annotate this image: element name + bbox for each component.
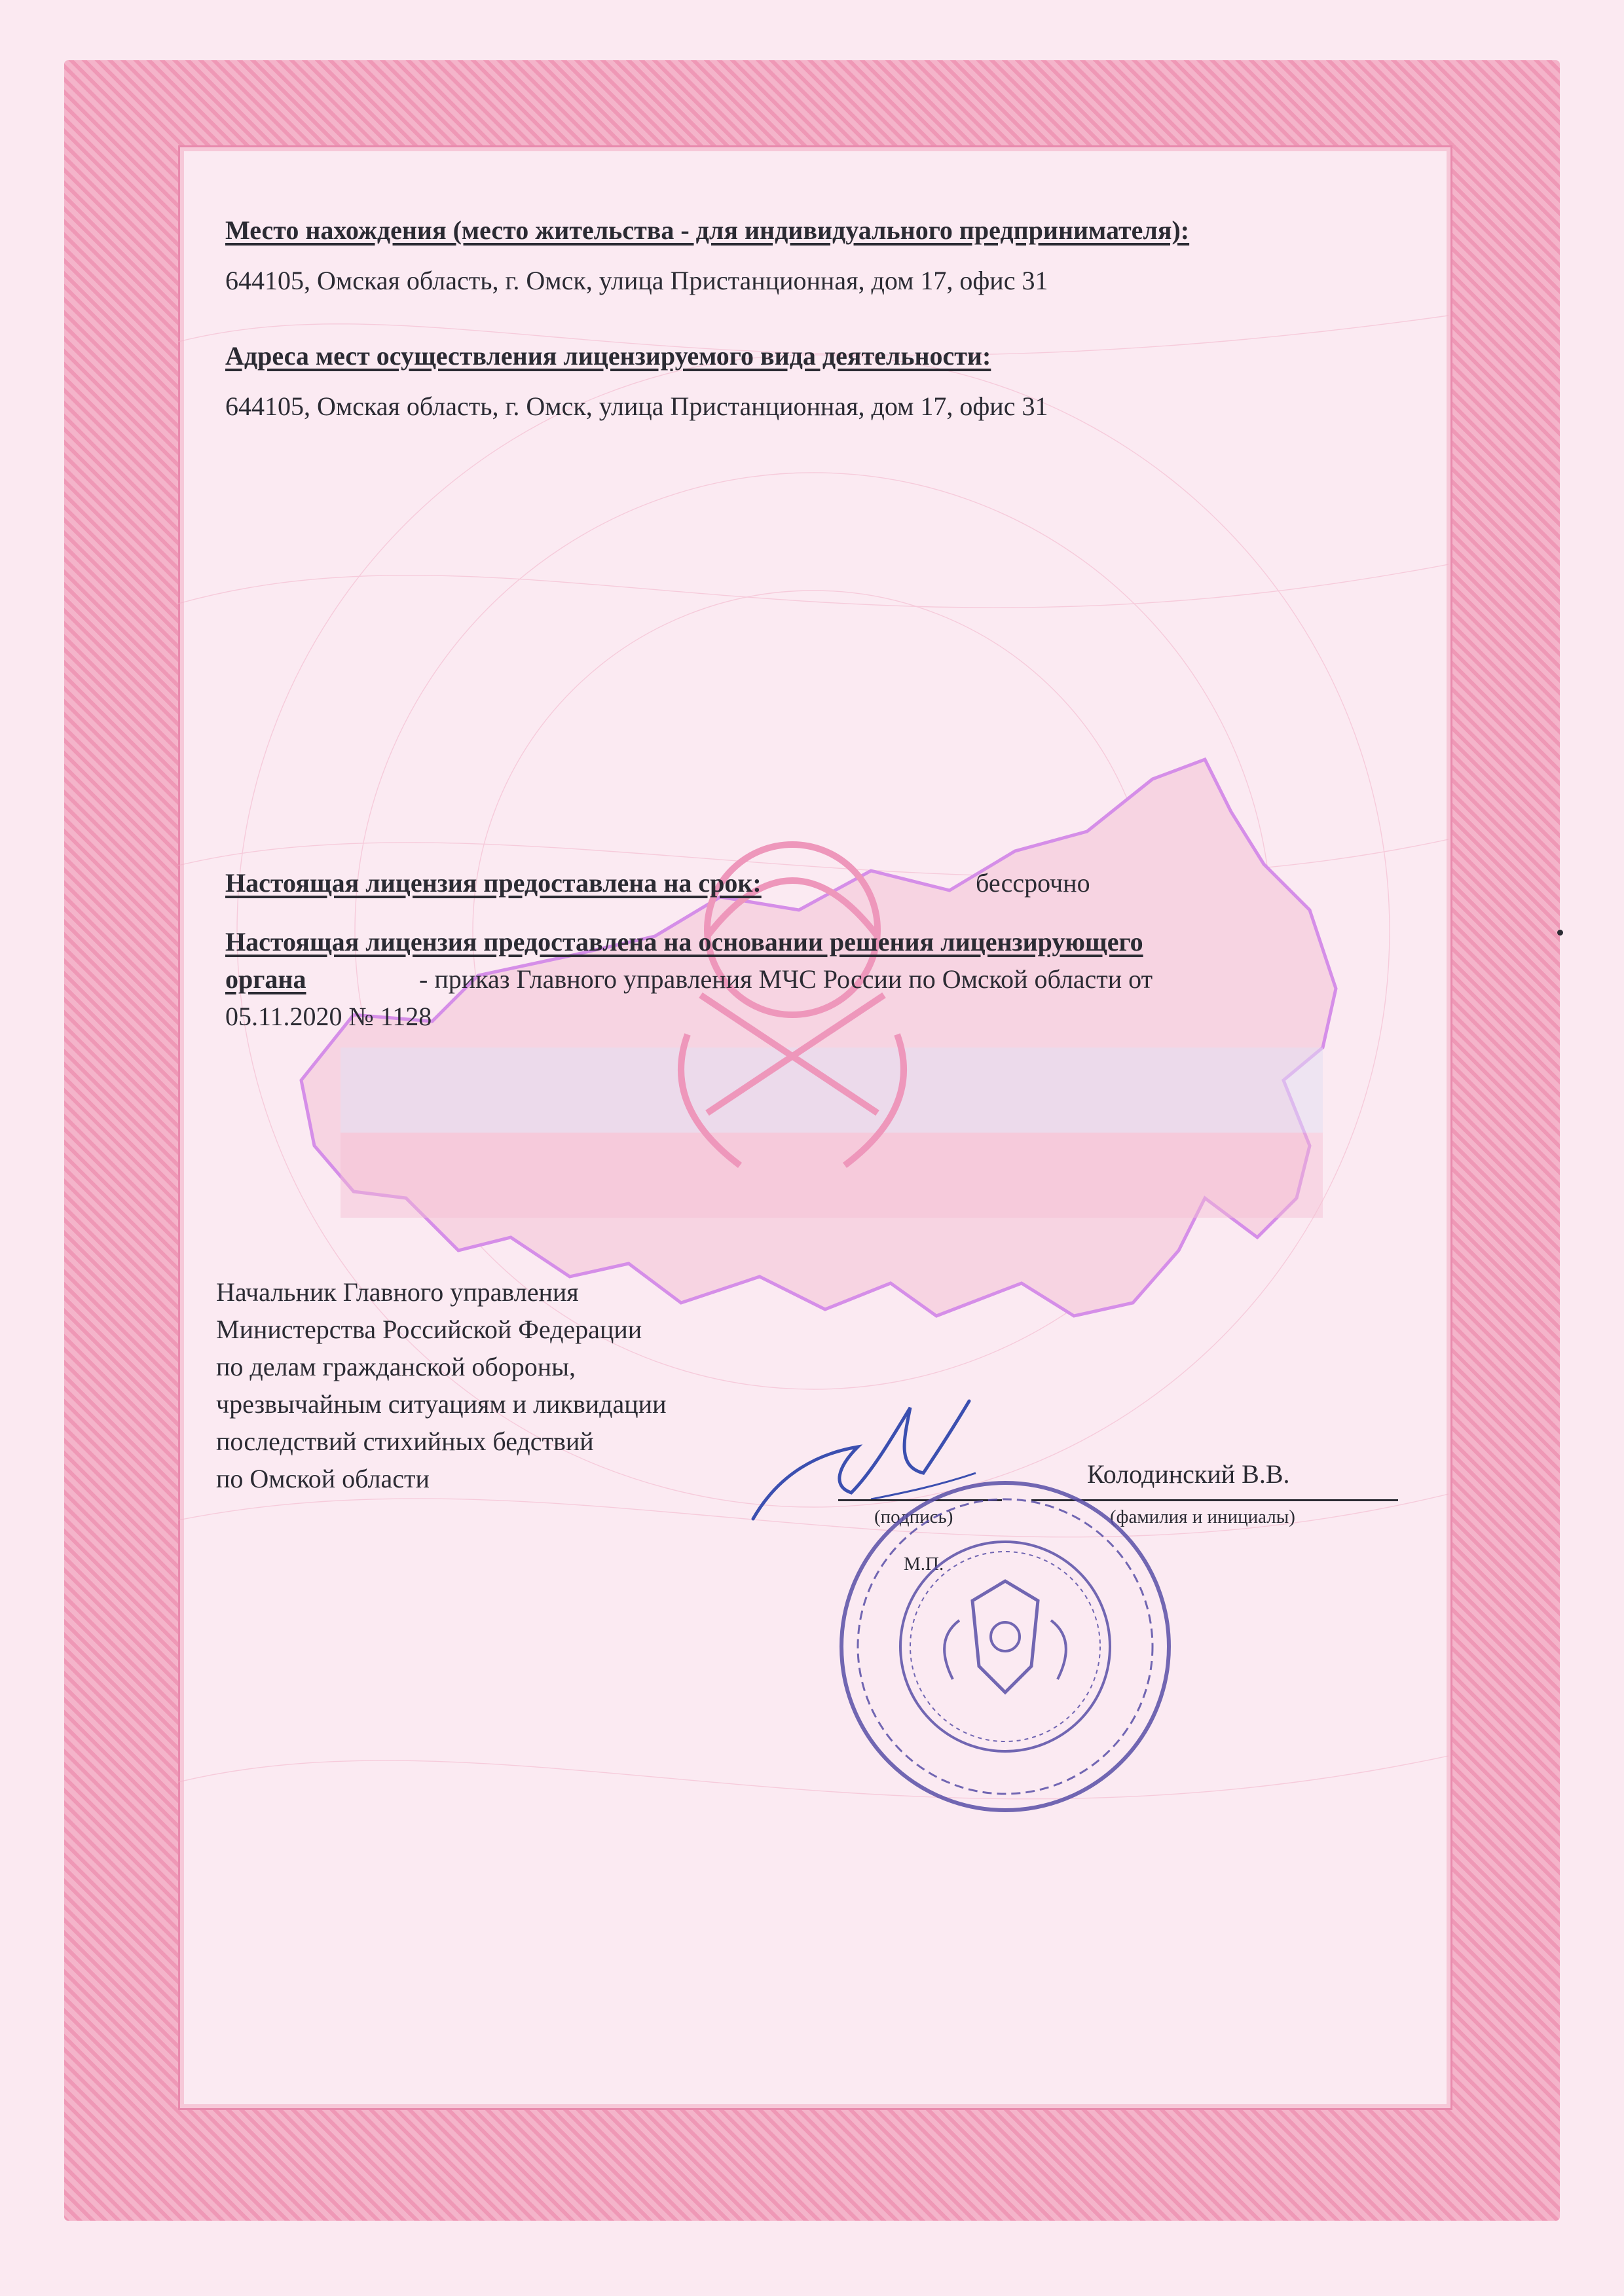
term-value: бессрочно [976, 868, 1090, 898]
activity-addresses-value: 644105, Омская область, г. Омск, улица Пристанционная, дом 17, офис 31 [225, 392, 1048, 421]
signature-caption: (подпись) [874, 1506, 953, 1527]
location-label: Место нахождения (место жительства - для индивидуального предпринимателя): [225, 215, 1190, 245]
scan-dot [1557, 930, 1563, 936]
official-title-line: по Омской области [216, 1464, 430, 1493]
basis-label-line1: Настоящая лицензия предоставлена на основании решения лицензирующего [225, 927, 1143, 957]
name-caption: (фамилия и инициалы) [1110, 1506, 1295, 1527]
seal-icon [828, 1470, 1182, 1823]
basis-value-line1: - приказ Главного управления МЧС России по Омской области от [419, 964, 1153, 994]
activity-addresses-label: Адреса мест осуществления лицензируемого вида деятельности: [225, 341, 991, 371]
official-title-line: последствий стихийных бедствий [216, 1427, 594, 1456]
location-value: 644105, Омская область, г. Омск, улица Пристанционная, дом 17, офис 31 [225, 266, 1048, 295]
official-title-line: Начальник Главного управления [216, 1277, 579, 1307]
official-title-line: чрезвычайным ситуациям и ликвидации [216, 1389, 667, 1419]
official-title-line: по делам гражданской обороны, [216, 1352, 576, 1381]
signatory-name: Колодинский В.В. [1087, 1459, 1290, 1489]
seal-mark: М.П. [904, 1554, 944, 1575]
basis-value-line2: 05.11.2020 № 1128 [225, 1002, 432, 1031]
basis-label-line2: органа [225, 964, 306, 994]
term-label: Настоящая лицензия предоставлена на срок: [225, 868, 762, 898]
official-title-line: Министерства Российской Федерации [216, 1315, 642, 1344]
